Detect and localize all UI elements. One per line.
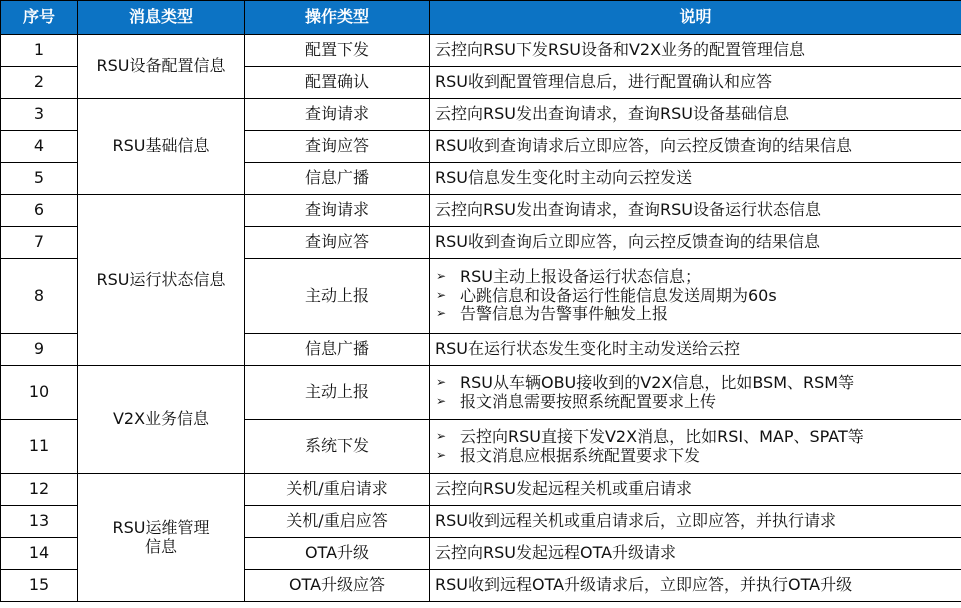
row-op: OTA升级 (245, 538, 430, 570)
group-label-line1: RSU运维管理 (112, 518, 210, 538)
header-no: 序号 (1, 1, 78, 35)
row-op: OTA升级应答 (245, 570, 430, 602)
row-op: 查询应答 (245, 227, 430, 259)
row-desc: RSU收到配置管理信息后，进行配置确认和应答 (430, 67, 961, 99)
bullet-item: ➢ RSU主动上报设备运行状态信息； (436, 267, 701, 287)
row-no: 5 (1, 163, 78, 195)
row-no: 4 (1, 131, 78, 163)
row-op: 信息广播 (245, 163, 430, 195)
row-op: 主动上报 (245, 259, 430, 334)
row-desc: 云控向RSU发起远程OTA升级请求 (430, 538, 961, 570)
group-rsu-status: RSU运行状态信息 (78, 195, 245, 366)
row-no: 13 (1, 506, 78, 538)
row-desc: RSU收到查询请求后立即应答，向云控反馈查询的结果信息 (430, 131, 961, 163)
bullet-item: ➢ 报文消息需要按照系统配置要求上传 (436, 391, 717, 411)
row-op: 查询请求 (245, 99, 430, 131)
row-desc: 云控向RSU下发RSU设备和V2X业务的配置管理信息 (430, 35, 961, 67)
arrow-bullet-icon: ➢ (436, 269, 447, 284)
row-no: 7 (1, 227, 78, 259)
row-no: 9 (1, 334, 78, 366)
row-op: 系统下发 (245, 420, 430, 474)
row-desc: RSU收到远程关机或重启请求后，立即应答，并执行请求 (430, 506, 961, 538)
table-row (1, 474, 961, 506)
arrow-bullet-icon: ➢ (436, 429, 447, 444)
group-v2x: V2X业务信息 (78, 366, 245, 474)
row-no: 14 (1, 538, 78, 570)
header-desc: 说明 (430, 1, 961, 35)
row-desc: RSU收到查询后立即应答，向云控反馈查询的结果信息 (430, 227, 961, 259)
bullet-item: ➢ RSU从车辆OBU接收到的V2X信息，比如BSM、RSM等 (436, 373, 855, 393)
row-desc: RSU在运行状态发生变化时主动发送给云控 (430, 334, 961, 366)
row-op: 查询请求 (245, 195, 430, 227)
header-op-type: 操作类型 (245, 1, 430, 35)
group-rsu-ops (78, 474, 245, 602)
row-desc: 云控向RSU发出查询请求，查询RSU设备运行状态信息 (430, 195, 961, 227)
table-row (1, 195, 961, 227)
row-no: 1 (1, 35, 78, 67)
row-op: 查询应答 (245, 131, 430, 163)
row-op: 信息广播 (245, 334, 430, 366)
row-no: 3 (1, 99, 78, 131)
row-desc: RSU信息发生变化时主动向云控发送 (430, 163, 961, 195)
row-no: 11 (1, 420, 78, 474)
arrow-bullet-icon: ➢ (436, 393, 447, 408)
row-no: 10 (1, 366, 78, 420)
row-op: 配置下发 (245, 35, 430, 67)
row-no: 2 (1, 67, 78, 99)
row-op: 主动上报 (245, 366, 430, 420)
arrow-bullet-icon: ➢ (436, 375, 447, 390)
table-row (1, 366, 961, 420)
bullet-item: ➢ 告警信息为告警事件触发上报 (436, 304, 669, 324)
group-rsu-config: RSU设备配置信息 (78, 35, 245, 99)
row-desc-bullets (430, 259, 961, 334)
row-no: 6 (1, 195, 78, 227)
row-desc: 云控向RSU发起远程关机或重启请求 (430, 474, 961, 506)
group-label-line2: 信息 (144, 536, 177, 556)
bullet-item: ➢ 报文消息应根据系统配置要求下发 (436, 445, 701, 465)
group-rsu-basic: RSU基础信息 (78, 99, 245, 195)
bullet-item: ➢ 云控向RSU直接下发V2X消息，比如RSI、MAP、SPAT等 (436, 427, 864, 447)
row-desc-bullets (430, 420, 961, 474)
row-desc: 云控向RSU发出查询请求，查询RSU设备基础信息 (430, 99, 961, 131)
arrow-bullet-icon: ➢ (436, 306, 447, 321)
bullet-item: ➢ 心跳信息和设备运行性能信息发送周期为60s (436, 285, 777, 305)
row-op: 关机/重启应答 (245, 506, 430, 538)
row-no: 12 (1, 474, 78, 506)
table-header-row (1, 1, 961, 35)
row-no: 8 (1, 259, 78, 334)
arrow-bullet-icon: ➢ (436, 447, 447, 462)
header-msg-type: 消息类型 (78, 1, 245, 35)
row-no: 15 (1, 570, 78, 602)
row-op: 配置确认 (245, 67, 430, 99)
row-desc-bullets (430, 366, 961, 420)
arrow-bullet-icon: ➢ (436, 287, 447, 302)
row-desc: RSU收到远程OTA升级请求后，立即应答，并执行OTA升级 (430, 570, 961, 602)
row-op: 关机/重启请求 (245, 474, 430, 506)
table-row (1, 35, 961, 67)
table-row (1, 99, 961, 131)
